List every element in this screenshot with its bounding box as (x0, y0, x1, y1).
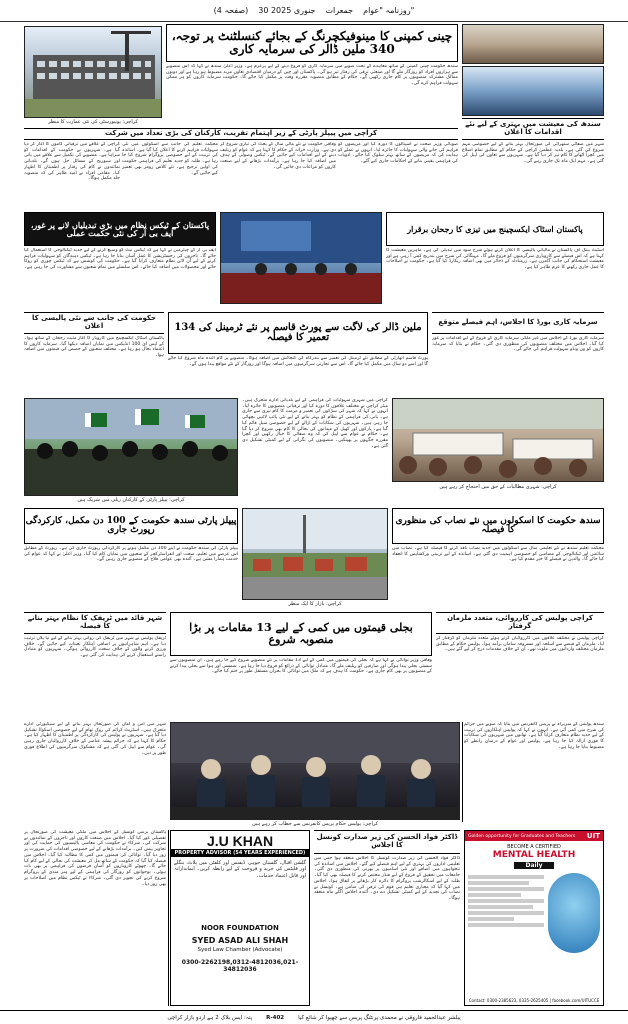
ad-mental-mode: Daily (514, 862, 554, 869)
photo-building (24, 26, 162, 118)
ad-mental-title: MENTAL HEALTH (492, 850, 576, 860)
conference-illustration (221, 213, 382, 304)
photo-conference (220, 212, 382, 304)
market-illustration (243, 509, 388, 600)
masthead-day: جمعرات (325, 6, 354, 15)
column-2a: ایف بی آر کے چیئرمین نے کہا ہے کہ ٹیکس نیٹ کو وسیع کرنے کے لیے جدید ٹیکنالوجی کا استعمال کیا جائے گا۔ تاجروں کی رجسٹریشن کا عمل آسان بنایا جا رہا ہے۔ ٹیکس دہندگان کو سہولیات فراہم کرنے کے لیے آن لائن نظام متعارف کرایا گیا ہے۔ حکومت کی کوشش ہے کہ ٹیکس چوری کو روکا جائے اور محصولات میں اضافہ کیا جائے۔ اس سلسلے میں تمام شعبوں سے مشاورت کی جا رہی ہے۔ (24, 248, 216, 271)
column-7b: سندھ پولیس کے سربراہ نے پریس کانفرنس میں بتایا کہ صوبے میں جرائم کی شرح میں کمی آئی ہے۔ انہوں نے کہا کہ پولیس اہلکاروں کی تربیت کے لیے جدید نظام متعارف کرایا گیا ہے۔ تھانوں میں شہریوں کی شکایات کا فوری ازالہ کیا جا رہا ہے۔ پولیس اور عوام کے درمیان رابطے کو مضبوط بنایا جا رہا ہے۔ (464, 722, 604, 750)
subhead-2: سندھ کی معیشت میں بہتری کے لیے نئے اقدامات کا اعلان (462, 118, 604, 140)
ad-mental-brand: UIT (586, 832, 600, 840)
ad-jukhan-name: J.U KHAN (206, 833, 274, 849)
photo-press-caption: کراچی: پولیس حکام پریس کانفرنس سے خطاب کر رہے ہیں (251, 821, 379, 827)
footer-right: پتہ: ایس بلاک 2 ہے اردو بازار کراچی (167, 1014, 253, 1021)
ad-mental-details (468, 873, 544, 953)
column-divider (462, 722, 463, 822)
headline-4: پیپلز پارٹی سندھ حکومت کے 100 دن مکمل، کارکردگی رپورٹ جاری (24, 508, 238, 544)
column-6b: وفاقی وزیر توانائی نے کہا ہے کہ بجلی کی قیمتوں میں کمی کے لیے 13 مقامات پر نئے منصوبے شروع کیے جا رہے ہیں۔ ان منصوبوں سے سستی بجلی پیدا ہوگی اور صارفین کو ریلیف ملے گا۔ متبادل توانائی کے ذرائع کو فروغ دیا جا رہا ہے۔ شمسی اور ہوا سے بجلی پیدا کرنے کے منصوبوں پر بھی کام جاری ہے۔ حکومت کا ہدف ہے کہ ملک میں توانائی کا بحران مستقل طور پر ختم کیا جائے۔ (170, 658, 432, 675)
ad-jukhan-tagline: PROPERTY ADVISOR (54 YEARS EXPERIENCED) (171, 849, 309, 857)
column-3b: پورٹ قاسم اتھارٹی کے مطابق نئے ٹرمینل کی تعمیر سے بندرگاہ کی گنجائش میں اضافہ ہوگا۔ منصوبے پر کام آئندہ ماہ شروع کیا جائے گا اور اسے دو سال میں مکمل کیا جائے گا۔ اس سے تجارتی سرگرمیوں میں اضافہ ہوگا اور روزگار کے نئے مواقع پیدا ہوں گے۔ (168, 356, 428, 367)
column-1c: وفاقی حکومت نے نئے مالی سال کے بجٹ کی تیاری شروع کر دی ہے۔ وزارت خزانہ کے حکام کا کہنا ہے کہ عوام کو ریلیف دینے کے لیے اقدامات کیے جائیں گے۔ ٹیکس وصولی کے ہدف میں اضافہ کیا جا رہا ہے۔ برآمدات بڑھانے کے لیے صنعت کاروں کو مراعات دی جائیں گی۔ (220, 142, 336, 170)
protest-illustration (393, 399, 604, 482)
ad-jukhan-body: گلشن اقبال، گلستان جوہر، ڈیفنس اور کلفٹن میں پلاٹ، بنگلے اور فلیٹس کی خرید و فروخت کے لیے رابطہ کریں۔ ایماندارانہ اور قابل اعتماد خدمات۔ (174, 860, 306, 879)
column-6c: کراچی پولیس نے مختلف علاقوں میں کارروائیاں کرتے ہوئے متعدد ملزمان کو گرفتار کر لیا۔ ملزمان کے قبضے سے اسلحہ اور مسروقہ سامان برآمد ہوا۔ پولیس حکام کے مطابق ملزمان مختلف وارداتوں میں ملوث تھے۔ ان کے خلاف مقدمات درج کر لیے گئے ہیں۔ (436, 636, 604, 653)
ad-mental-health[interactable] (464, 830, 604, 1006)
press-conference-illustration (171, 723, 460, 820)
headline-1: چینی کمپنی کا مینوفیکچرنگ کے بجائے کنسلٹنٹ پر توجہ، 340 ملین ڈالر کی سرمایہ کاری (166, 24, 458, 62)
column-3a: پاکستان اسٹاک ایکسچینج میں کاروبار کا آغاز مثبت رجحان کے ساتھ ہوا۔ کے ایس ای 100 انڈیکس میں نمایاں اضافہ دیکھا گیا۔ سرمایہ کاروں کا اعتماد بحال ہو رہا ہے۔ مختلف شعبوں کے حصص کی قیمتوں میں اضافہ ہوا۔ (24, 336, 164, 359)
article-1-text: سندھ حکومت چینی کمپنی کے ساتھ معاہدے کے تحت صوبے میں سرمایہ کاری کو فروغ دینے کے لیے پرعزم ہے۔ وزیر اعلیٰ سندھ نے کہا کہ اس منصوبے سے ہزاروں افراد کو روزگار ملے گا اور صنعتی ترقی کی رفتار تیز ہو گی۔ پاکستان اور چین کے درمیان اقتصادی تعاون مزید مضبوط ہو رہا ہے اور دونوں ممالک مشترکہ منصوبوں پر کام جاری رکھیں گے۔ حکام کے مطابق منصوبہ مقررہ وقت پر مکمل کیا جائے گا۔ حکومت سرمایہ کاروں کو ہر ممکن سہولت فراہم کرے گی۔ (166, 64, 458, 87)
ad-mental-header (465, 831, 603, 841)
column-1e: شہر میں صفائی ستھرائی کی صورتحال بہتر بنانے کے لیے خصوصی مہم شروع کی گئی ہے۔ بلدیہ عظمیٰ کراچی کے حکام کے مطابق تمام اضلاع میں کچرا اٹھانے کا کام تیز کر دیا گیا ہے۔ شہریوں سے تعاون کی اپیل کی گئی ہے۔ مہم ایک ماہ تک جاری رہے گی۔ (462, 142, 604, 165)
photo-market (242, 508, 388, 600)
column-divider (168, 830, 169, 1006)
headline-2: پاکستان کے ٹیکس نظام میں بڑی تبدیلیاں لانے پر غور، ایف بی آر کی نئی حکمت عملی (24, 212, 216, 246)
subhead-6: کراچی پولیس کی کارروائی، متعدد ملزمان گرفتار (436, 612, 604, 634)
subhead-7: ڈاکٹر فواد الحسن کی زیر صدارت کونسل کا اجلاس (314, 830, 460, 854)
headline-3: 134 ملین ڈالر کی لاگت سے پورٹ قاسم پر نئے ٹرمینل کی تعمیر کا فیصلہ (168, 312, 428, 354)
ad-mental-cert: BECOME A CERTIFIED (507, 844, 561, 850)
ad-mental-image (548, 873, 600, 953)
subhead-3: حکومت کی جانب سے نئی پالیسی کا اعلان (24, 312, 164, 334)
ad-mental-body (468, 873, 600, 953)
subhead-4: سرمایہ کاری بورڈ کا اجلاس، اہم فیصلے متوقع (432, 312, 604, 334)
column-1b: محکمہ تعلیم کی جانب سے اسکولوں میں نئی سہولیات فراہم کرنے کا اعلان کیا گیا ہے۔ اساتذہ کی تربیت کے لیے خصوصی پروگرام شروع کیا جا رہا ہے۔ طلبہ کو جدید تعلیم کی فراہمی حکومت کی اولین ترجیح ہے۔ نئے کلاس رومز بھی تعمیر کیے جائیں گے۔ (122, 142, 218, 176)
photo-protest (392, 398, 604, 482)
photo-protest-caption: کراچی: شہری مطالبات کے حق میں احتجاج کر رہے ہیں (439, 484, 557, 490)
photo-rally (24, 398, 238, 496)
masthead (0, 0, 628, 22)
photo-rally-caption: کراچی: پیپلز پارٹی کے کارکنان ریلی میں شریک ہیں (77, 497, 185, 503)
footer-left: پبلشر عبدالحمید فاروقی نے محمدی پرنٹنگ پریس سے چھپوا کر شائع کیا (298, 1014, 461, 1021)
masthead-paper: روزنامہ "عوام" (363, 6, 415, 15)
ad-mental-footer: Contact: 0300-2385623, 0335-2625405 | facebook.com/UITUCCE (468, 998, 600, 1003)
column-5a: پیپلز پارٹی کی سندھ حکومت نے اپنے 100 دن مکمل ہونے پر کارکردگی رپورٹ جاری کی ہے۔ رپورٹ کے مطابق اس عرصے میں تعلیم، صحت اور انفراسٹرکچر کے شعبوں میں نمایاں کام کیا گیا۔ وزیر اعلیٰ نے کہا کہ عوام کی خدمت ہمارا مشن ہے۔ آئندہ بھی عوامی فلاح کے منصوبے جاری رہیں گے۔ (24, 546, 238, 563)
column-1a: کراچی کے علاقے میں ترقیاتی کاموں کا آغاز کر دیا گیا ہے۔ شہریوں نے حکومت کے اقدامات کو سراہا ہے۔ منصوبے کی تکمیل سے علاقے میں پانی اور سیوریج کے مسائل حل ہوں گے۔ بلدیاتی نمائندوں نے کام کی رفتار پر اطمینان کا اظہار کیا۔ مقامی افراد نے امید ظاہر کی کہ منصوبہ جلد مکمل ہوگا۔ (24, 142, 120, 182)
headline-2b-text: پاکستان اسٹاک ایکسچینج میں تیزی کا رجحان برقرار (407, 223, 583, 234)
footer-code: R-402 (266, 1014, 285, 1021)
subhead-5: شہر قائد میں ٹریفک کا نظام بہتر بنانے کا فیصلہ (24, 612, 166, 634)
rally-illustration (25, 399, 238, 496)
column-6a: ٹریفک پولیس نے شہر میں ٹریفک کی روانی بہتر بنانے کے لیے نیا پلان ترتیب دیا ہے۔ اہم شاہراہوں پر اضافی اہلکار تعینات کیے جائیں گے۔ خلاف ورزی کرنے والوں کے خلاف سخت کارروائی ہوگی۔ شہریوں کو متبادل راستے استعمال کرنے کی ہدایت کی گئی ہے۔ (24, 636, 166, 659)
ad-mental-header-text: Golden opportunity for Graduates and Teachers (468, 833, 576, 839)
column-7a: شہر میں امن و امان کی صورتحال بہتر بنانے کے لیے سیکیورٹی ادارے متحرک ہیں۔ اسٹریٹ کرائم کی روک تھام کے لیے خصوصی اسکواڈ تشکیل دیا گیا ہے۔ شہریوں نے پولیس کی کارکردگی پر اطمینان کا اظہار کیا ہے۔ حکام کا کہنا ہے کہ جرائم پیشہ عناصر کے خلاف کارروائیاں جاری رہیں گی۔ عوام سے اپیل کی گئی ہے کہ مشکوک سرگرمیوں کی اطلاع فوری طور پر دیں۔ (24, 722, 166, 756)
column-2b: اسٹیٹ بینک آف پاکستان نے مالیاتی پالیسی کا اعلان کرتے ہوئے شرح سود میں تبدیلی کی ہے۔ ماہرین معیشت کا کہنا ہے کہ اس فیصلے سے کاروباری سرگرمیوں کو فروغ ملے گا۔ مہنگائی کی شرح میں بتدریج کمی آ رہی ہے اور معیشت استحکام کی جانب گامزن ہے۔ زرمبادلہ کے ذخائر میں بھی اضافہ ریکارڈ کیا گیا ہے۔ حکومت نے اصلاحات کا عمل جاری رکھنے کا عزم ظاہر کیا ہے۔ (386, 248, 604, 271)
building-illustration (25, 27, 162, 118)
headline-6: بجلی قیمتوں میں کمی کے لیے 13 مقامات پر بڑا منصوبہ شروع (170, 612, 432, 656)
masthead-page: (صفحہ 4) (213, 6, 249, 15)
column-1d: صوبائی وزیر صحت نے اسپتالوں کا دورہ کیا اور مریضوں کو فراہم کی جانے والی سہولیات کا جائزہ لیا۔ انہوں نے عملے کو ہدایت کی کہ مریضوں کے ساتھ بہتر سلوک کیا جائے۔ ادویات کی فراہمی یقینی بنانے کے احکامات جاری کیے گئے۔ (338, 142, 458, 165)
column-3c: سرمایہ کاری بورڈ کے اجلاس میں غیر ملکی سرمایہ کاری کے فروغ کے لیے اقدامات پر غور کیا گیا۔ اجلاس میں مختلف منصوبوں کی منظوری دی گئی۔ حکام نے بتایا کہ سرمایہ کاروں کو ون ونڈو سہولت فراہم کی جائے گی۔ (432, 336, 604, 353)
column-8a: پاکستان بزنس کونسل کے اجلاس میں ملکی معیشت کی صورتحال پر تفصیلی غور کیا گیا۔ اجلاس میں صنعت کاروں اور تاجروں کے نمائندوں نے شرکت کی۔ شرکاء نے حکومت کی معاشی پالیسیوں کی حمایت کی اور تجاویز پیش کیں۔ برآمدات بڑھانے کے لیے خصوصی اقدامات کی ضرورت پر زور دیا گیا۔ توانائی کی قیمتوں میں کمی کا مطالبہ کیا گیا۔ اجلاس میں فیصلہ کیا گیا کہ حکومت کے ساتھ مل کر معیشت کی بحالی کے لیے کام کیا جائے گا۔ چھوٹے کاروباروں کو آسان قرضوں کی فراہمی پر بھی بات ہوئی۔ نوجوانوں کو روزگار کی فراہمی کے لیے ہنر مندی کے پروگرام شروع کرنے کی تجویز دی گئی۔ شرکاء نے ٹیکس نظام میں اصلاحات پر بھی زور دیا۔ (24, 830, 166, 887)
ad-jukhan-foundation: NOOR FOUNDATION (201, 924, 279, 932)
ad-jukhan-phones: 0300-2262198,0312-4812036,021-34812036 (181, 959, 299, 973)
photo-press-conference (170, 722, 460, 820)
column-8b: ڈاکٹر فواد الحسن کی زیر صدارت کونسل کا اجلاس منعقد ہوا جس میں تعلیمی اداروں کی بہتری کے لیے اہم فیصلے کیے گئے۔ اجلاس میں اساتذہ کی تنخواہوں میں اضافے اور نئی اسامیوں پر بھرتی کی منظوری دی گئی۔ جامعات میں تحقیق کے فروغ کے لیے فنڈز مختص کرنے کا فیصلہ بھی کیا گیا۔ طلبہ کے لیے اسکالرشپ پروگرام کا دائرہ کار بڑھانے پر اتفاق ہوا۔ اجلاس میں کہا گیا کہ معیاری تعلیم ہی قوم کی ترقی کی ضامن ہے۔ کونسل نے نصاب کی تجدید کے لیے کمیٹی تشکیل دے دی۔ آئندہ اجلاس اگلے ماہ منعقد ہوگا۔ (314, 856, 460, 902)
masthead-date: 30 جنوری 2025 (258, 6, 316, 15)
photo-meeting-top (462, 24, 604, 64)
column-5b: محکمہ تعلیم سندھ نے نئے تعلیمی سال سے اسکولوں میں جدید نصاب نافذ کرنے کا فیصلہ کیا ہے۔ نصاب میں سائنس اور ٹیکنالوجی کے مضامین کو خصوصی اہمیت دی گئی ہے۔ اساتذہ کے لیے تربیتی ورکشاپس کا انعقاد کیا جائے گا۔ والدین نے فیصلے کا خیر مقدم کیا ہے۔ (392, 546, 604, 563)
headline-2b (386, 212, 604, 246)
photo-meeting-bottom (462, 66, 604, 116)
photo-market-caption: کراچی: بازار کا ایک منظر (288, 601, 342, 607)
imprint-footer (0, 1010, 628, 1024)
ad-jukhan-law: Syed Law Chamber (Advocate) (197, 947, 283, 953)
ad-jukhan-person: SYED ASAD ALI SHAH (191, 936, 289, 945)
ad-jukhan[interactable] (170, 830, 310, 1006)
photo-building-caption: کراچی: یونیورسٹی کی نئی عمارت کا منظر (48, 119, 138, 125)
subhead-1: کراچی میں پیپلز پارٹی کے زیر اہتمام تقریب، کارکنان کی بڑی تعداد میں شرکت (24, 128, 458, 140)
column-4a: کراچی میں شہری سہولیات کی فراہمی کے لیے بلدیاتی ادارے متحرک ہیں۔ میئر کراچی نے مختلف علاقوں کا دورہ کیا اور ترقیاتی منصوبوں کا جائزہ لیا۔ انہوں نے کہا کہ شہر کی سڑکوں کی تعمیر و مرمت کا کام تیزی سے جاری ہے۔ پانی کی فراہمی کے نظام کو بہتر بنانے کے لیے نئی پائپ لائنیں بچھائی جا رہی ہیں۔ شہریوں کی شکایات کے ازالے کے لیے خصوصی سیل قائم کیا گیا ہے۔ پارکوں اور کھیل کے میدانوں کی بحالی کا کام بھی شروع کر دیا گیا ہے۔ حکام نے عوام سے اپیل کی کہ وہ صفائی کا خیال رکھیں اور کچرا مقررہ جگہوں پر پھینکیں۔ منصوبوں کی نگرانی کے لیے کمیٹی تشکیل دی گئی ہے۔ (242, 398, 388, 449)
headline-5: سندھ حکومت کا اسکولوں میں نئے نصاب کی منظوری کا فیصلہ (392, 508, 604, 544)
